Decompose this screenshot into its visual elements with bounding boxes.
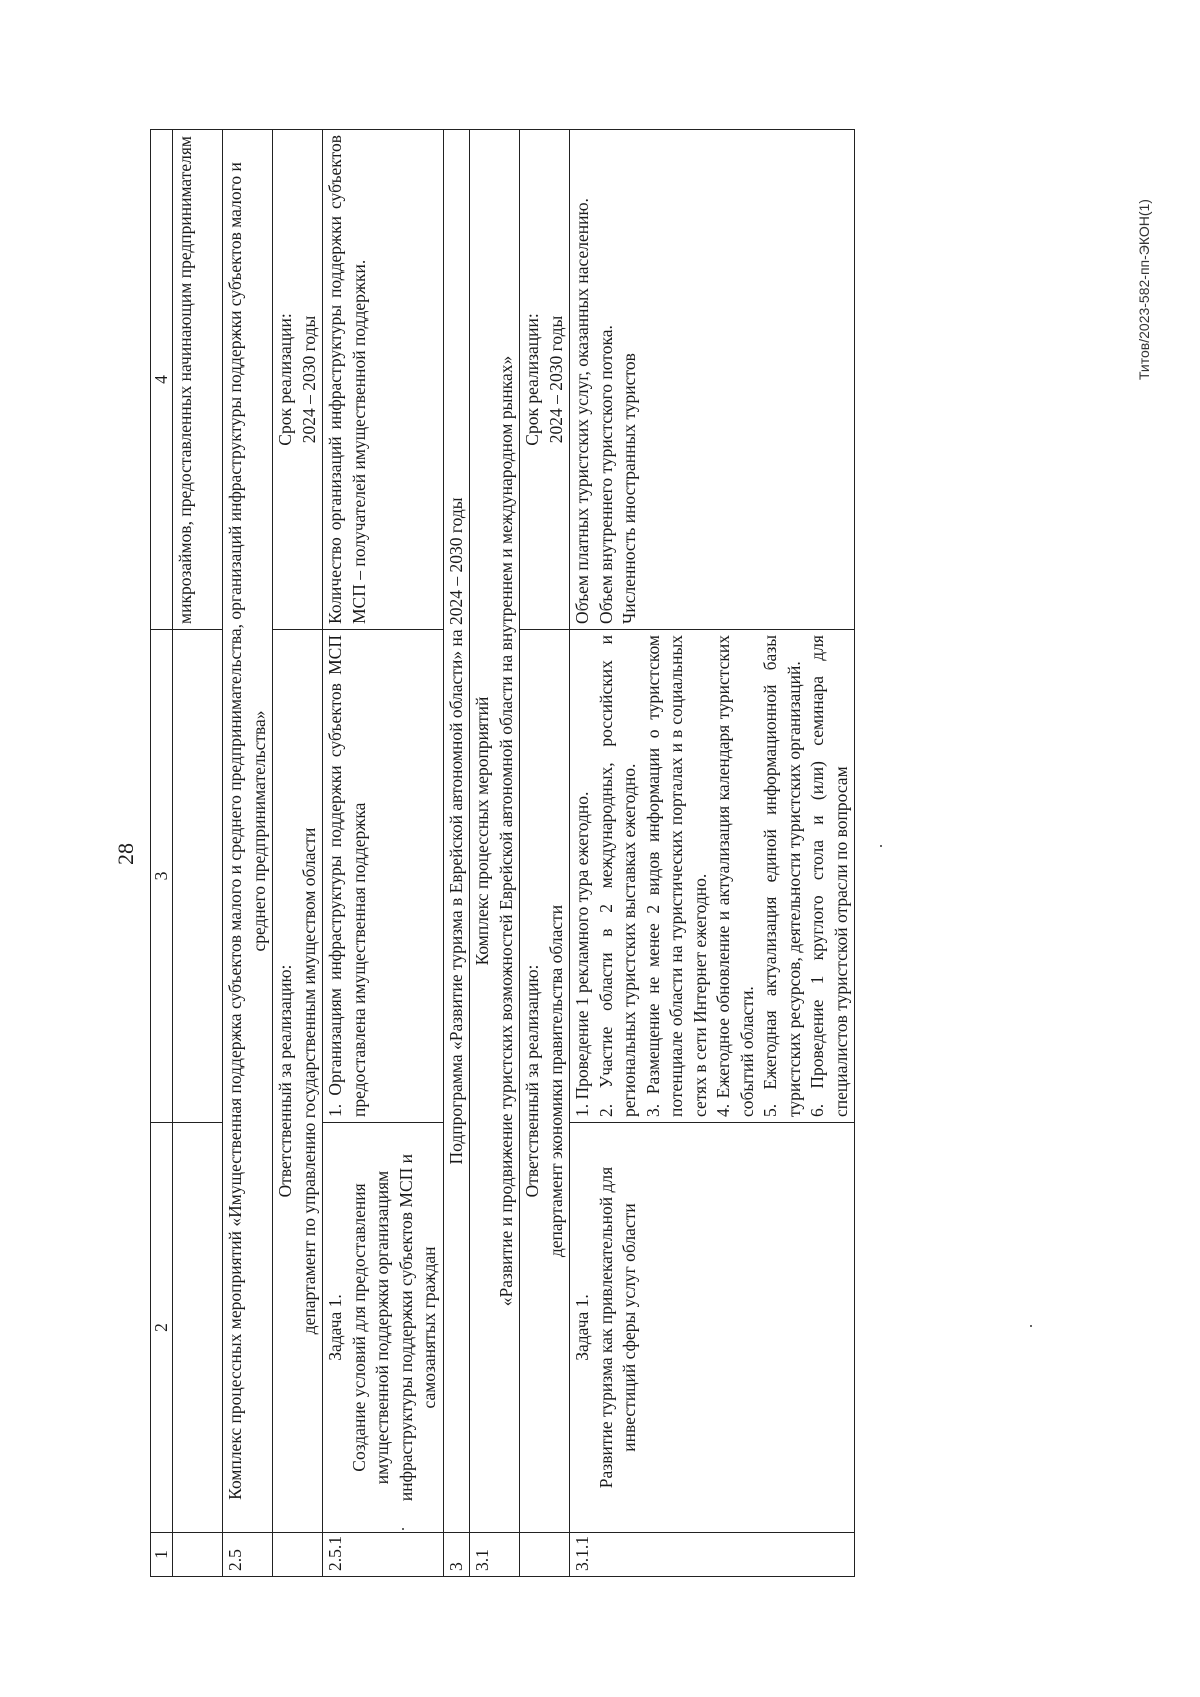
result-item: 5. Ежегодная актуализация единой информационной базы туристских ресурсов, деятельности туристских организаций.	[760, 635, 804, 1117]
responsible-label: Ответственный за реализацию:	[275, 964, 295, 1198]
responsible-label: Ответственный за реализацию:	[522, 964, 542, 1198]
page-number: 28	[113, 843, 138, 865]
task-cell	[323, 1123, 444, 1533]
task-cell	[570, 1123, 855, 1533]
subprogram-title: Подпрограмма «Развитие туризма в Еврейской автономной области» на 2024 – 2030 годы	[443, 130, 470, 1533]
task-title: Задача 1.	[325, 1294, 345, 1361]
task-title: Задача 1.	[572, 1294, 592, 1361]
header-row	[151, 130, 173, 1577]
table-row-continuation	[173, 130, 223, 1577]
row-number: 3.1.1	[570, 1533, 855, 1577]
result-item: 2. Участие области в 2 международных, российских и региональных туристских выставках ежегодно.	[595, 635, 639, 1117]
row-number: 2.5	[223, 1533, 273, 1577]
table-row-3-1-1	[570, 130, 855, 1577]
table-row-2-5	[223, 130, 273, 1577]
program-table	[150, 129, 855, 1577]
result-item: 6. Проведение 1 круглого стола и (или) семинара для специалистов туристской отрасли по вопросам	[807, 635, 851, 1117]
scan-speck	[1030, 1325, 1032, 1327]
responsible-name: департамент по управлению государственным имуществом области	[298, 827, 319, 1335]
indicator-item: Объем платных туристских услуг, оказанных населению.	[572, 198, 592, 624]
result-item: 1. Проведение 1 рекламного тура ежегодно.	[572, 791, 592, 1117]
table-row-3-1	[470, 130, 520, 1577]
indicator-item: Численность иностранных туристов	[619, 353, 639, 624]
table-row-3	[443, 130, 470, 1577]
term-cell	[520, 130, 570, 630]
header-cell-1: 1	[151, 1533, 173, 1577]
header-cell-2: 2	[151, 1123, 173, 1533]
row-number: 3.1	[470, 1533, 520, 1577]
header-cell-3: 3	[151, 630, 173, 1123]
result-cell: 1. Организациям инфраструктуры поддержки субъектов МСП предоставлена имущественная поддержка	[323, 630, 444, 1123]
section-title	[470, 130, 520, 1533]
table-row-3-1-responsible	[520, 130, 570, 1577]
section-title-line-1: Комплекс процессных мероприятий	[472, 696, 492, 966]
task-text: Развитие туризма как привлекательной для инвестиций сферы услуг области	[595, 1166, 639, 1489]
indicators-cell	[570, 130, 855, 630]
indicator-cell: Количество организаций инфраструктуры поддержки субъектов МСП – получателей имущественной поддержки.	[323, 130, 444, 630]
row-number: 2.5.1	[323, 1533, 444, 1577]
term-years: 2024 – 2030 годы	[298, 315, 319, 444]
row-number: 3	[443, 1533, 470, 1577]
responsible-cell	[273, 630, 323, 1533]
responsible-name: департамент экономики правительства области	[545, 904, 566, 1258]
results-cell	[570, 630, 855, 1123]
footer-code: Титов/2023-582-пп-ЭКОН(1)	[1136, 199, 1152, 380]
result-item: 4. Ежегодное обновление и актуализация календаря туристских событий области.	[713, 635, 757, 1117]
table-row-2-5-1	[323, 130, 444, 1577]
indicator-cell: микрозаймов, предоставленных начинающим предпринимателям	[173, 130, 223, 630]
term-cell	[273, 130, 323, 630]
section-title-line-2: «Развитие и продвижение туристских возможностей Еврейской автономной области на внутреннем и международном рынках»	[495, 355, 516, 1307]
responsible-cell	[520, 630, 570, 1533]
task-text: Создание условий для предоставления имущественной поддержки организациям инфраструктуры поддержки субъектов МСП и самозанятых граждан	[348, 1153, 439, 1502]
header-cell-4: 4	[151, 130, 173, 630]
term-label: Срок реализации:	[275, 313, 295, 446]
term-years: 2024 – 2030 годы	[545, 315, 566, 444]
rotated-table-container	[150, 130, 851, 1577]
indicator-item: Объем внутреннего туристского потока.	[595, 325, 616, 624]
scan-speck	[880, 845, 882, 847]
term-label: Срок реализации:	[522, 313, 542, 446]
section-title: Комплекс процессных мероприятий «Имущественная поддержка субъектов малого и среднего предпринимательства, организаций инфраструктуры поддержки субъектов малого и среднего предпринимательства»	[223, 130, 273, 1533]
result-item: 3. Размещение не менее 2 видов информации о туристском потенциале области на туристических порталах и в социальных сетях в сети Интернет ежегодно.	[642, 635, 710, 1117]
table-row-2-5-responsible	[273, 130, 323, 1577]
